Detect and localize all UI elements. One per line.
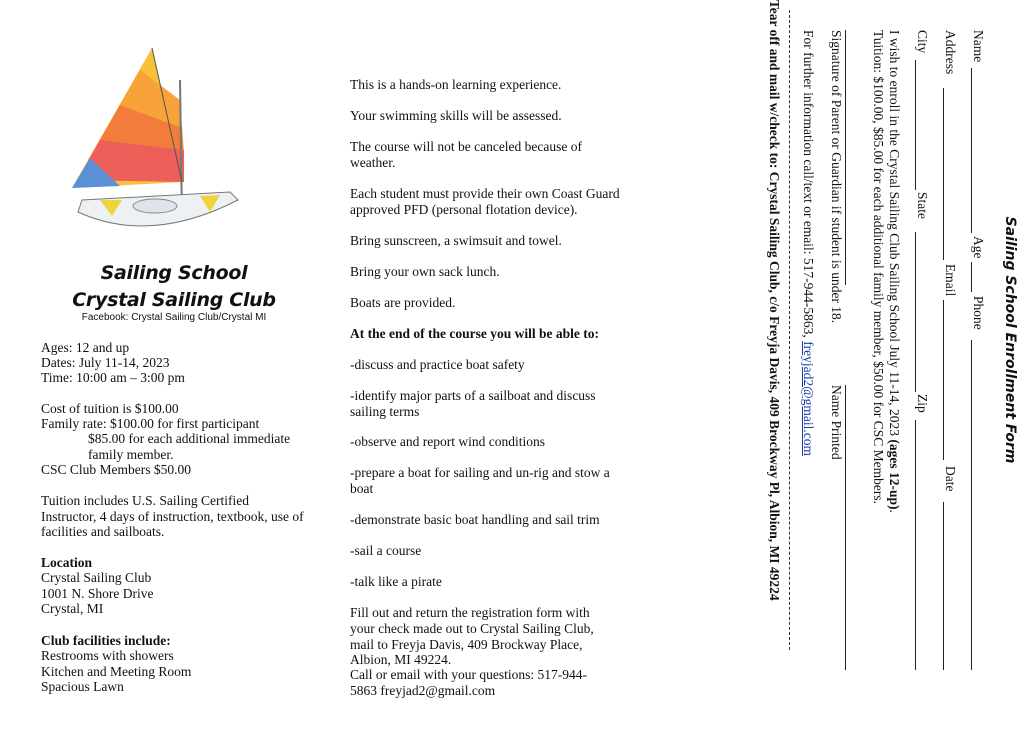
info-sunscreen: Bring sunscreen, a swimsuit and towel. <box>350 233 562 248</box>
family-rate-line: Family rate: $100.00 for first participant <box>41 416 260 431</box>
facilities-line-2: Kitchen and Meeting Room <box>41 664 192 679</box>
enroll-statement: I wish to enroll in the Crystal Sailing Club Sailing School July 11-14, 2023 (ages 12-up). <box>887 30 902 513</box>
cost-line: Cost of tuition is $100.00 <box>41 401 179 416</box>
location-line-1: Crystal Sailing Club <box>41 570 152 585</box>
date-label: Date <box>943 466 958 492</box>
facilities-heading: Club facilities include: <box>41 633 171 648</box>
family-rate-line-2: $85.00 for each additional immediate <box>88 431 291 446</box>
email-label: Email <box>943 264 958 297</box>
time-line: Time: 10:00 am – 3:00 pm <box>41 370 185 385</box>
csc-members-line: CSC Club Members $50.00 <box>41 462 192 477</box>
info-boats: Boats are provided. <box>350 295 456 310</box>
city-label: City <box>915 30 930 54</box>
enrollment-form-panel <box>648 0 1024 746</box>
info-weather: The course will not be canceled because of weather. <box>350 139 583 170</box>
email-link[interactable]: freyjad2@gmail.com <box>801 341 816 456</box>
phone-field[interactable] <box>971 340 972 670</box>
name-field[interactable] <box>971 68 972 233</box>
outcome-pirate: -talk like a pirate <box>350 574 442 589</box>
state-field[interactable] <box>915 232 916 392</box>
city-field[interactable] <box>915 60 916 190</box>
state-label: State <box>915 192 930 219</box>
info-swimming: Your swimming skills will be assessed. <box>350 108 562 123</box>
info-lunch: Bring your own sack lunch. <box>350 264 500 279</box>
outcomes-heading: At the end of the course you will be able to: <box>350 326 599 341</box>
club-title: Crystal Sailing Club <box>72 289 276 311</box>
phone-label: Phone <box>971 296 986 330</box>
family-rate-line-3: family member. <box>88 447 174 462</box>
outcome-handling: -demonstrate basic boat handling and sail trim <box>350 512 600 527</box>
address-label: Address <box>943 30 958 75</box>
location-heading: Location <box>41 555 93 570</box>
date-field[interactable] <box>943 502 944 670</box>
outcome-course: -sail a course <box>350 543 422 558</box>
tear-off-instructions: Tear off and mail w/check to: Crystal Sailing Club, c/o Freyja Davis, 409 Brockway Pl, Albion, MI 49224 <box>767 0 782 601</box>
email-field[interactable] <box>943 300 944 460</box>
dates-line: Dates: July 11-14, 2023 <box>41 355 170 370</box>
name-label: Name <box>971 30 986 63</box>
mail-instructions: Fill out and return the registration form with your check made out to Crystal Sailing Club, mail to Freyja Davis, 409 Brockway Place, Albion, MI 49224. <box>350 605 594 668</box>
contact-info: Call or email with your questions: 517-944-5863 freyjad2@gmail.com <box>350 667 587 698</box>
age-field[interactable] <box>971 262 972 292</box>
includes-line-2: Instructor, 4 days of instruction, textbook, use of <box>41 509 304 524</box>
ages-line: Ages: 12 and up <box>41 340 130 355</box>
signature-label: Signature of Parent or Guardian if student is under 18. <box>829 30 844 324</box>
brochure-left-panel <box>0 0 330 746</box>
outcome-wind: -observe and report wind conditions <box>350 434 545 449</box>
zip-label: Zip <box>915 394 930 413</box>
info-pfd: Each student must provide their own Coast Guard approved PFD (personal flotation device). <box>350 186 620 217</box>
school-title: Sailing School <box>100 262 248 284</box>
further-info: For further information call/text or email: 517-944-5863, freyjad2@gmail.com <box>801 30 816 456</box>
address-field[interactable] <box>943 88 944 260</box>
facebook-line: Facebook: Crystal Sailing Club/Crystal MI <box>81 312 267 323</box>
name-printed-label: Name Printed <box>829 385 844 460</box>
facilities-line-1: Restrooms with showers <box>41 648 174 663</box>
outcome-rig: -prepare a boat for sailing and un-rig and stow a boat <box>350 465 610 496</box>
name-printed-field[interactable] <box>845 385 846 670</box>
location-line-2: 1001 N. Shore Drive <box>41 586 154 601</box>
brochure-middle-panel <box>330 0 648 746</box>
includes-line-3: facilities and sailboats. <box>41 524 165 539</box>
facilities-line-3: Spacious Lawn <box>41 679 124 694</box>
zip-field[interactable] <box>915 420 916 670</box>
tear-line <box>789 10 790 650</box>
enrollment-form <box>648 0 1024 680</box>
sailboat-illustration <box>60 40 250 230</box>
info-hands-on: This is a hands-on learning experience. <box>350 77 562 92</box>
outcome-safety: -discuss and practice boat safety <box>350 357 525 372</box>
form-title: Sailing School Enrollment Form <box>1002 216 1018 464</box>
tuition-statement: Tuition: $100.00, $85.00 for each additional family member, $50.00 for CSC Members. <box>871 30 886 505</box>
includes-line-1: Tuition includes U.S. Sailing Certified <box>41 493 250 508</box>
age-label: Age <box>971 236 986 259</box>
outcome-parts: -identify major parts of a sailboat and discuss sailing terms <box>350 388 596 419</box>
guardian-signature-field[interactable] <box>845 30 846 285</box>
location-line-3: Crystal, MI <box>41 601 104 616</box>
